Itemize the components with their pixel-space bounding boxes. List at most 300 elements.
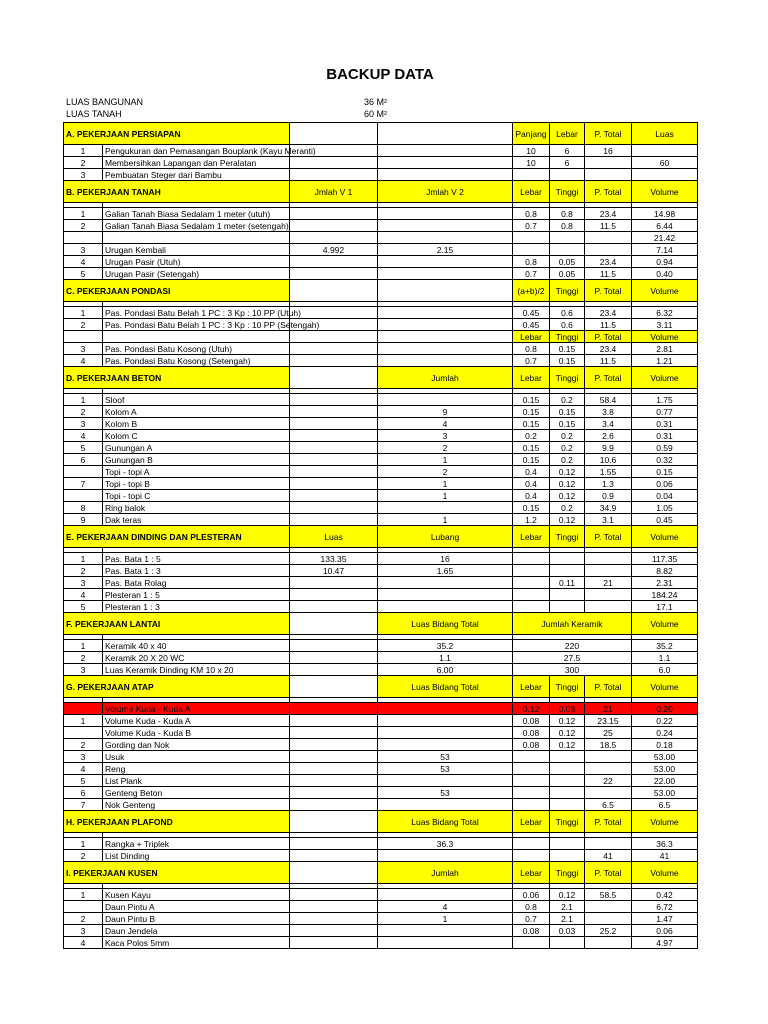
item-description: Plesteran 1 : 5 (103, 589, 290, 601)
item-value (290, 751, 378, 763)
section-header-row (64, 811, 698, 833)
item-value (378, 268, 513, 280)
item-number: 4 (64, 763, 103, 775)
table-row (64, 565, 698, 577)
item-value: 0.8 (550, 220, 585, 232)
item-value (378, 232, 513, 244)
item-number: 3 (64, 418, 103, 430)
item-value: 60 (632, 157, 698, 169)
item-value: 1.75 (632, 394, 698, 406)
item-value (378, 889, 513, 901)
item-value (290, 589, 378, 601)
item-description: List Plank (103, 775, 290, 787)
item-value (585, 901, 632, 913)
item-number: 8 (64, 502, 103, 514)
item-value: 0.06 (632, 478, 698, 490)
item-value (378, 220, 513, 232)
item-value (290, 331, 378, 343)
table-row (64, 640, 698, 652)
item-value (290, 502, 378, 514)
item-value (550, 601, 585, 613)
item-value: 6.44 (632, 220, 698, 232)
table-row (64, 799, 698, 811)
item-number: 1 (64, 394, 103, 406)
table-row (64, 430, 698, 442)
item-description: Keramik 40 x 40 (103, 640, 290, 652)
item-value (378, 331, 513, 343)
section-header-row (64, 676, 698, 698)
item-value: 220 (513, 640, 632, 652)
item-value (290, 652, 378, 664)
item-value (378, 703, 513, 715)
item-description: Topi - topi A (103, 466, 290, 478)
item-value (290, 490, 378, 502)
item-value: 1 (378, 478, 513, 490)
column-header: Tinggi (550, 811, 585, 833)
item-value (585, 601, 632, 613)
column-header: Tinggi (550, 526, 585, 548)
item-value: 0.06 (513, 889, 550, 901)
item-value: 6.5 (585, 799, 632, 811)
table-row (64, 490, 698, 502)
item-description: Luas Keramik Dinding KM 10 x 20 (103, 664, 290, 676)
item-value (550, 937, 585, 949)
item-value: 4 (378, 901, 513, 913)
item-value: 1.65 (378, 565, 513, 577)
item-value (378, 739, 513, 751)
item-description: Kaca Polos 5mm (103, 937, 290, 949)
item-value: 0.15 (550, 355, 585, 367)
table-row (64, 589, 698, 601)
column-header: P. Total (585, 676, 632, 698)
item-value (513, 601, 550, 613)
backup-data-table (63, 122, 698, 949)
item-value: 0.12 (550, 514, 585, 526)
item-value (513, 589, 550, 601)
table-row (64, 232, 698, 244)
item-value: 2.1 (550, 901, 585, 913)
item-number (64, 727, 103, 739)
item-value: 0.12 (550, 490, 585, 502)
item-description: Gunungan B (103, 454, 290, 466)
item-description: Nok Genteng (103, 799, 290, 811)
item-value (585, 244, 632, 256)
item-value: 21 (585, 703, 632, 715)
item-value (290, 406, 378, 418)
section-title: B. PEKERJAAN TANAH (64, 181, 290, 203)
item-value (585, 553, 632, 565)
item-value: 0.04 (632, 490, 698, 502)
table-row (64, 244, 698, 256)
item-value: 4.992 (290, 244, 378, 256)
item-value: 0.2 (513, 430, 550, 442)
item-value: 41 (585, 850, 632, 862)
item-value (585, 232, 632, 244)
item-value: 0.08 (513, 925, 550, 937)
table-row (64, 850, 698, 862)
item-value: 22.00 (632, 775, 698, 787)
column-header: P. Total (585, 123, 632, 145)
item-description: List Dinding (103, 850, 290, 862)
column-header: Lebar (550, 123, 585, 145)
item-description: Sloof (103, 394, 290, 406)
section-title: A. PEKERJAAN PERSIAPAN (64, 123, 290, 145)
item-value: 0.8 (550, 208, 585, 220)
column-header: P. Total (585, 811, 632, 833)
item-value: 0.08 (513, 715, 550, 727)
column-header: Luas Bidang Total (378, 811, 513, 833)
item-value (290, 664, 378, 676)
item-value (513, 850, 550, 862)
item-description: Ring balok (103, 502, 290, 514)
item-value: 1 (378, 913, 513, 925)
item-number: 2 (64, 739, 103, 751)
item-description: Topi - topi B (103, 478, 290, 490)
item-value (513, 553, 550, 565)
item-value (378, 319, 513, 331)
item-value: 0.15 (513, 454, 550, 466)
item-description: Pas. Pondasi Batu Kosong (Utuh) (103, 343, 290, 355)
item-value (290, 703, 378, 715)
item-value: 0.31 (632, 430, 698, 442)
item-value (290, 601, 378, 613)
item-description: Galian Tanah Biasa Sedalam 1 meter (setengah) (103, 220, 290, 232)
item-value (378, 502, 513, 514)
section-title: E. PEKERJAAN DINDING DAN PLESTERAN (64, 526, 290, 548)
item-description: Urugan Pasir (Utuh) (103, 256, 290, 268)
item-number: 1 (64, 553, 103, 565)
item-value: 35.2 (378, 640, 513, 652)
item-description: Volume Kuda - Kuda B (103, 727, 290, 739)
item-value: Lebar (513, 331, 550, 343)
section-title: I. PEKERJAAN KUSEN (64, 862, 290, 884)
item-value: 18.5 (585, 739, 632, 751)
item-value: 1.3 (585, 478, 632, 490)
table-body (64, 123, 698, 949)
item-value (378, 355, 513, 367)
table-row (64, 406, 698, 418)
item-value: 0.24 (632, 727, 698, 739)
item-value: 0.20 (632, 703, 698, 715)
item-value: 0.12 (550, 727, 585, 739)
item-value (378, 394, 513, 406)
item-value (290, 232, 378, 244)
table-row (64, 553, 698, 565)
table-row (64, 268, 698, 280)
item-value: 21 (585, 577, 632, 589)
item-value: 41 (632, 850, 698, 862)
item-value (290, 268, 378, 280)
item-description: Pas. Pondasi Batu Kosong (Setengah) (103, 355, 290, 367)
item-number: 4 (64, 430, 103, 442)
item-value: 1.2 (513, 514, 550, 526)
item-value (290, 514, 378, 526)
item-value: 1 (378, 490, 513, 502)
column-header: P. Total (585, 181, 632, 203)
item-value: 0.15 (513, 418, 550, 430)
item-value (378, 727, 513, 739)
section-header-row (64, 862, 698, 884)
item-value: 1 (378, 514, 513, 526)
item-value (513, 787, 550, 799)
item-number: 6 (64, 454, 103, 466)
item-value: 0.2 (550, 394, 585, 406)
item-value: 0.08 (513, 739, 550, 751)
table-row (64, 751, 698, 763)
item-value: 6 (550, 145, 585, 157)
item-value (290, 478, 378, 490)
item-value (513, 763, 550, 775)
item-value: 53 (378, 751, 513, 763)
item-value: 0.03 (550, 925, 585, 937)
table-row (64, 256, 698, 268)
item-number: 3 (64, 664, 103, 676)
item-value: 0.2 (550, 430, 585, 442)
item-value: 0.59 (632, 442, 698, 454)
table-row (64, 652, 698, 664)
column-header: Tinggi (550, 367, 585, 389)
item-value: 0.77 (632, 406, 698, 418)
column-header: Tinggi (550, 280, 585, 302)
item-value: 9.9 (585, 442, 632, 454)
item-value: 11.5 (585, 319, 632, 331)
item-value (585, 157, 632, 169)
item-description: Reng (103, 763, 290, 775)
item-value: 0.6 (550, 319, 585, 331)
item-value (550, 169, 585, 181)
item-value: 0.15 (550, 343, 585, 355)
column-header: Luas Bidang Total (378, 613, 513, 635)
item-number: 1 (64, 640, 103, 652)
section-header-row (64, 123, 698, 145)
item-value: 0.15 (632, 466, 698, 478)
item-description: Plesteran 1 : 3 (103, 601, 290, 613)
item-value: 4 (378, 418, 513, 430)
item-value: 6.0 (632, 664, 698, 676)
item-value: 1.1 (632, 652, 698, 664)
item-value: 0.15 (513, 406, 550, 418)
item-value (290, 901, 378, 913)
table-row (64, 838, 698, 850)
column-header: Luas Bidang Total (378, 676, 513, 698)
item-value (290, 913, 378, 925)
table-row (64, 169, 698, 181)
item-description: Volume Kuda - Kuda A (103, 703, 290, 715)
item-value (378, 145, 513, 157)
item-value (513, 577, 550, 589)
table-row (64, 937, 698, 949)
item-description: Urugan Kembali (103, 244, 290, 256)
item-value: P. Total (585, 331, 632, 343)
item-value (585, 787, 632, 799)
item-value (290, 307, 378, 319)
item-value: 6.32 (632, 307, 698, 319)
item-number: 7 (64, 799, 103, 811)
section-title: D. PEKERJAAN BETON (64, 367, 290, 389)
table-row (64, 913, 698, 925)
item-value: 0.7 (513, 913, 550, 925)
item-value: 53.00 (632, 787, 698, 799)
item-value: 0.4 (513, 478, 550, 490)
column-header: P. Total (585, 526, 632, 548)
item-value: 0.7 (513, 355, 550, 367)
table-row (64, 901, 698, 913)
item-description: Kolom A (103, 406, 290, 418)
item-value (290, 394, 378, 406)
item-value (378, 577, 513, 589)
item-description (103, 232, 290, 244)
item-value (378, 256, 513, 268)
item-value: 27.5 (513, 652, 632, 664)
table-row (64, 157, 698, 169)
column-header: Lebar (513, 862, 550, 884)
item-value (550, 787, 585, 799)
item-value (550, 589, 585, 601)
table-row (64, 442, 698, 454)
item-value: 0.12 (513, 703, 550, 715)
item-value (290, 343, 378, 355)
column-header: Volume (632, 811, 698, 833)
item-value: 53.00 (632, 763, 698, 775)
section-title: G. PEKERJAAN ATAP (64, 676, 290, 698)
section-header-row (64, 280, 698, 302)
item-value (378, 157, 513, 169)
item-value (290, 640, 378, 652)
item-value (550, 763, 585, 775)
item-number: 5 (64, 268, 103, 280)
item-value: 1.21 (632, 355, 698, 367)
item-value (290, 208, 378, 220)
item-value (513, 799, 550, 811)
item-value (290, 787, 378, 799)
item-value (513, 751, 550, 763)
section-title: C. PEKERJAAN PONDASI (64, 280, 290, 302)
item-number: 3 (64, 244, 103, 256)
item-value (290, 937, 378, 949)
item-description: Keramik 20 X 20 WC (103, 652, 290, 664)
table-row (64, 454, 698, 466)
item-value (290, 925, 378, 937)
header-blank (290, 862, 378, 884)
item-value: 11.5 (585, 268, 632, 280)
item-value (585, 169, 632, 181)
item-value: 2 (378, 466, 513, 478)
item-value (550, 850, 585, 862)
item-value: 3 (378, 430, 513, 442)
item-value (550, 799, 585, 811)
item-value: Tinggi (550, 331, 585, 343)
item-number: 1 (64, 208, 103, 220)
item-description: Gunungan A (103, 442, 290, 454)
item-value: 8.82 (632, 565, 698, 577)
table-row (64, 889, 698, 901)
item-value (513, 244, 550, 256)
item-value: 0.12 (550, 715, 585, 727)
item-value (378, 343, 513, 355)
item-value: 14.98 (632, 208, 698, 220)
item-number: 2 (64, 319, 103, 331)
column-header: (a+b)/2 (513, 280, 550, 302)
item-value (290, 466, 378, 478)
item-value: 10.47 (290, 565, 378, 577)
table-row (64, 514, 698, 526)
item-value (290, 220, 378, 232)
item-value: 0.15 (550, 418, 585, 430)
item-value (632, 169, 698, 181)
item-value (290, 727, 378, 739)
item-number: 9 (64, 514, 103, 526)
item-description: Daun Pintu A (103, 901, 290, 913)
table-row (64, 418, 698, 430)
header-blank (378, 280, 513, 302)
item-value: 0.2 (550, 442, 585, 454)
column-header: Lebar (513, 526, 550, 548)
column-header: Lebar (513, 181, 550, 203)
item-value: 7.14 (632, 244, 698, 256)
table-row (64, 307, 698, 319)
column-header: Volume (632, 613, 698, 635)
item-value (550, 775, 585, 787)
column-header: Lubang (378, 526, 513, 548)
info-label: LUAS TANAH (66, 109, 122, 119)
item-description: Pembuatan Steger dari Bambu (103, 169, 290, 181)
item-value (290, 739, 378, 751)
item-number: 2 (64, 913, 103, 925)
item-value (290, 715, 378, 727)
item-value (290, 454, 378, 466)
item-value (290, 775, 378, 787)
item-number: 6 (64, 787, 103, 799)
item-value: 23.4 (585, 256, 632, 268)
item-value: 36.3 (378, 838, 513, 850)
item-number (64, 466, 103, 478)
item-value: 1.55 (585, 466, 632, 478)
item-value (513, 232, 550, 244)
section-header-row (64, 526, 698, 548)
item-value: 16 (585, 145, 632, 157)
table-row (64, 925, 698, 937)
item-number: 1 (64, 889, 103, 901)
item-value (378, 601, 513, 613)
item-value: 2 (378, 442, 513, 454)
item-value: 11.5 (585, 355, 632, 367)
item-value (513, 775, 550, 787)
section-title: F. PEKERJAAN LANTAI (64, 613, 290, 635)
item-description: Galian Tanah Biasa Sedalam 1 meter (utuh) (103, 208, 290, 220)
item-description: Kolom B (103, 418, 290, 430)
table-row (64, 787, 698, 799)
table-row (64, 343, 698, 355)
item-value: 58.5 (585, 889, 632, 901)
item-value: 0.4 (513, 490, 550, 502)
item-value: 0.42 (632, 889, 698, 901)
table-row (64, 145, 698, 157)
item-value (585, 763, 632, 775)
item-value: 23.4 (585, 208, 632, 220)
item-value: 3.8 (585, 406, 632, 418)
column-header: Panjang (513, 123, 550, 145)
item-description: Gording dan Nok (103, 739, 290, 751)
item-value (378, 799, 513, 811)
header-blank (290, 613, 378, 635)
item-value: 0.32 (632, 454, 698, 466)
item-number: 3 (64, 169, 103, 181)
item-number (64, 232, 103, 244)
header-blank (290, 367, 378, 389)
table-row (64, 394, 698, 406)
item-description: Pas. Bata 1 : 5 (103, 553, 290, 565)
item-value: 1.1 (378, 652, 513, 664)
